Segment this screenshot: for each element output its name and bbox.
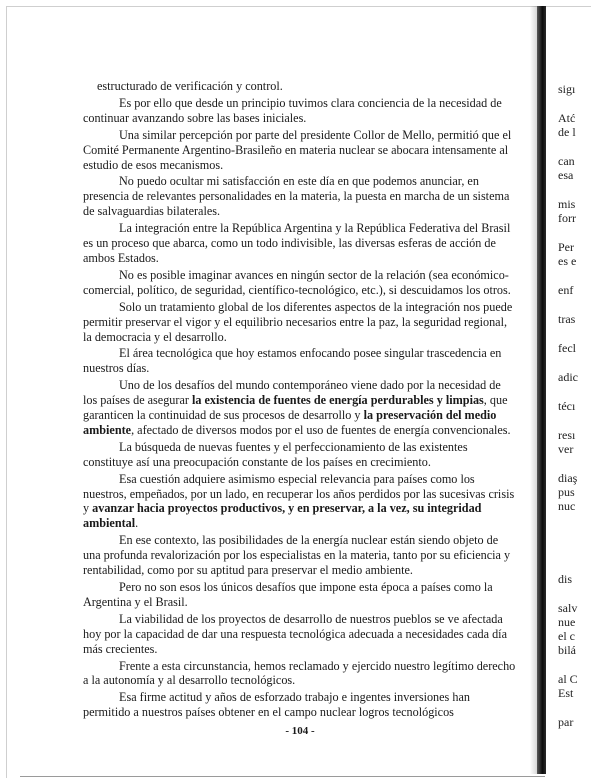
facing-page-fragment: diaş [558, 471, 578, 485]
facing-page-fragment: pus [558, 485, 575, 499]
paragraph-9-middle: , que garanticen la continuidad de sus procesos de desarrollo y [83, 393, 508, 423]
facing-page-fragment: salv [558, 601, 578, 615]
paragraph-16: Esa firme actitud y años de esforzado trabajo e ingentes inversiones han permitido a nuestros países obtener en el campo nuclear logros tecnológicos [83, 690, 470, 720]
paragraph-9-before: Uno de los desafíos del mundo contemporáneo viene dado por la necesidad de los países de asegurar [83, 378, 501, 408]
facing-page-fragment: tras [558, 312, 576, 326]
paragraph-1: estructurado de verificación y control. [97, 79, 283, 93]
facing-page-fragment: adic [558, 370, 578, 384]
paragraph-9-bold-environment: la preservación del medio ambiente [83, 408, 497, 437]
bottom-edge-line [20, 776, 545, 777]
paragraph-11-before: Esa cuestión adquiere asimismo especial relevancia para países como los nuestros, empeñados, por un lado, en recuperar los años perdidos por las sucesivas crisis y [83, 471, 515, 516]
body-text [83, 79, 517, 722]
facing-page-fragment: técı [558, 399, 576, 413]
paragraph-13: Pero no son esos los únicos desafíos que impone esta época a países como la Argentina y el Brasil. [83, 580, 493, 609]
facing-page-fragment: al C [558, 672, 578, 686]
paragraph-7: Solo un tratamiento global de los diferentes aspectos de la integración nos puede permitir preservar el vigor y el equilibrio necesarios entre la paz, la seguridad regional, la democracia y el desarrollo. [83, 299, 513, 344]
paragraph-9-bold-energy: la existencia de fuentes de energía perdurables y limpias [191, 393, 484, 408]
facing-page-fragment: ver [558, 442, 574, 456]
facing-page-fragment: el c [558, 629, 575, 643]
facing-page-fragment: Atć [558, 111, 576, 125]
paragraph-11 [83, 472, 517, 532]
facing-page-fragment: sigı [558, 82, 576, 96]
facing-page-fragment: enf [558, 283, 574, 297]
paragraph-4: No puedo ocultar mi satisfacción en este día en que podemos anunciar, en presencia de relevantes personalidades en la materia, la puesta en marcha de un sistema de salvaguardias bilaterales. [83, 174, 510, 219]
facing-page-fragment: par [558, 715, 574, 729]
paragraph-9 [83, 378, 517, 438]
page-number: - 104 - [285, 725, 315, 737]
paragraph-6: No es posible imaginar avances en ningún sector de la relación (sea económico-comercial, político, de seguridad, científico-tecnológico, etc.), si descuidamos los otros. [83, 267, 511, 297]
facing-page-fragment: Per [558, 240, 574, 254]
facing-page-fragment: de l [558, 125, 576, 139]
paragraph-11-bold: avanzar hacia proyectos productivos, y en preservar, a la vez, su integridad ambiental [83, 501, 482, 531]
facing-page-fragment: esa [558, 168, 574, 182]
facing-page-fragment: can [558, 154, 575, 168]
facing-page-fragment: resı [558, 428, 576, 442]
paragraph-12: En ese contexto, las posibilidades de la energía nuclear están siendo objeto de una profunda revalorización por los especialistas en la materia, tanto por su eficiencia y rentabilidad, como por su aptitud para preservar el medio ambiente. [83, 533, 511, 578]
facing-page-fragment: bilá [558, 643, 576, 657]
facing-page-fragment: es e [558, 254, 577, 268]
facing-page-fragment: mis [558, 197, 576, 211]
paragraph-14: La viabilidad de los proyectos de desarrollo de nuestros pueblos se ve afectada hoy por la capacidad de dar una respuesta tecnológica adecuada a necesidades cada día más crecientes. [83, 611, 507, 656]
paragraph-9-after: , afectado de diversos modos por el uso de fuentes de energía convencionales. [131, 422, 511, 437]
facing-page-fragment: forr [558, 211, 576, 225]
paragraph-15: Frente a esta circunstancia, hemos reclamado y ejercido nuestro legítimo derecho a la autonomía y al desarrollo tecnológicos. [83, 658, 516, 688]
facing-page-fragment: nue [558, 615, 576, 629]
facing-page [553, 0, 600, 784]
facing-page-fragment: nuc [558, 499, 576, 513]
paragraph-10: La búsqueda de nuevas fuentes y el perfeccionamiento de las existentes constituye así una preocupación constante de los países en crecimiento. [83, 439, 468, 469]
paragraph-8: El área tecnológica que hoy estamos enfocando posee singular trascedencia en nuestros días. [83, 346, 502, 376]
paragraph-3: Una similar percepción por parte del presidente Collor de Mello, permitió que el Comité Permanente Argentino-Brasileño en materia nuclear se abocara intensamente al estudio de esos mecanismos. [83, 127, 512, 172]
paragraph-11-after: . [135, 516, 139, 531]
paragraph-5: La integración entre la República Argentina y la República Federativa del Brasil es un proceso que abarca, como un todo indivisible, las diversas esferas de acción de ambos Estados. [83, 221, 511, 265]
facing-page-fragment: Est [558, 686, 574, 700]
facing-page-fragment: dis [558, 572, 573, 586]
book-spine [537, 6, 546, 774]
facing-page-fragment: fecl [558, 341, 576, 355]
paragraph-2: Es por ello que desde un principio tuvimos clara conciencia de la necesidad de continuar avanzando sobre las bases iniciales. [83, 95, 502, 125]
